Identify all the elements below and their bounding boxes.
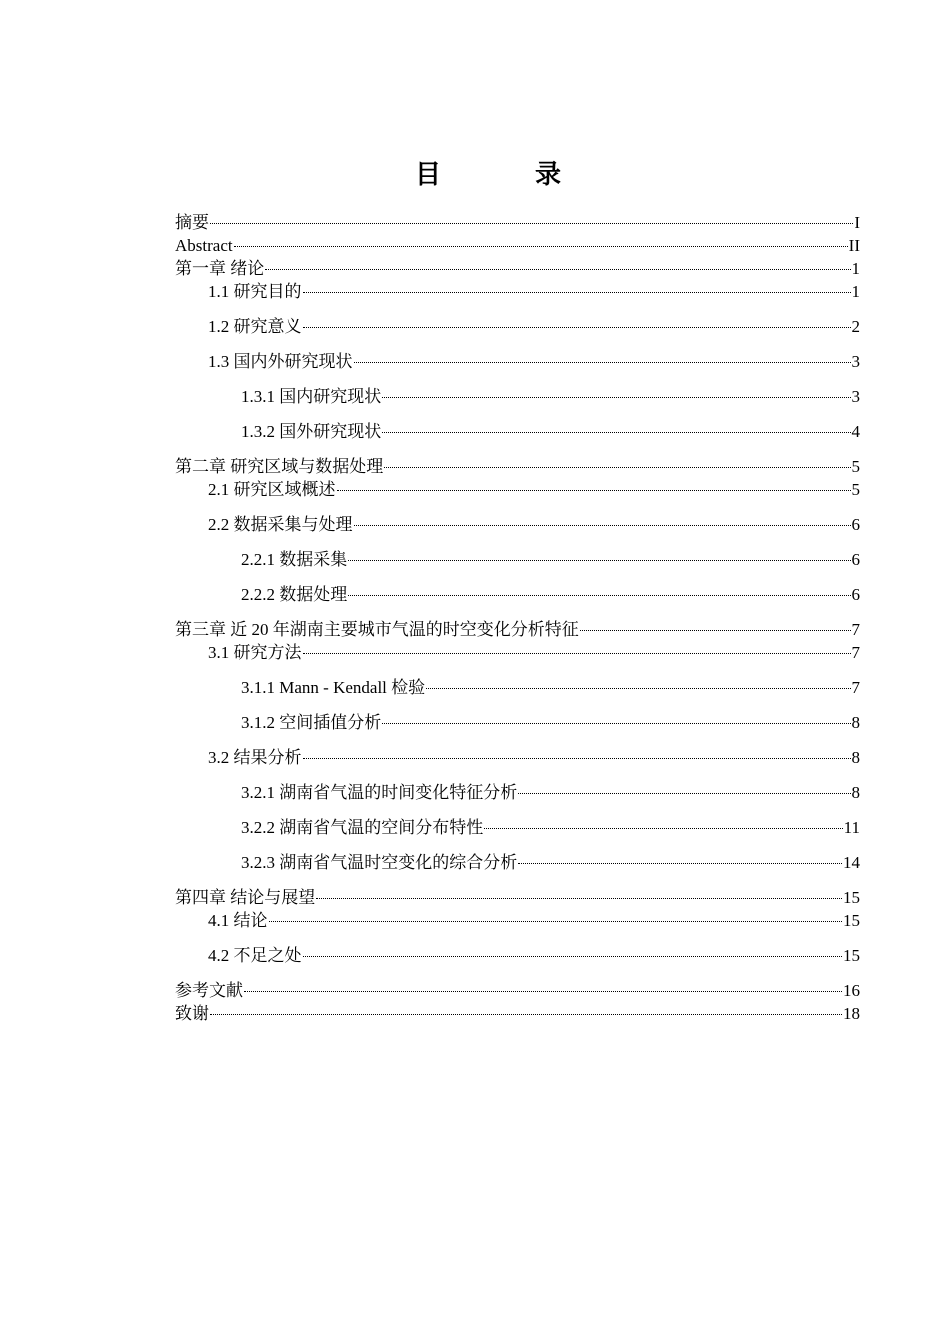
toc-entry-label: 1.3 国内外研究现状 [208, 352, 353, 371]
toc-entry[interactable] [175, 1002, 860, 1025]
toc-entry[interactable] [175, 478, 860, 501]
toc-entry[interactable] [175, 420, 860, 443]
toc-entry-label: 3.1 研究方法 [208, 643, 302, 662]
toc-dot-leader [354, 525, 851, 526]
toc-entry-page: I [854, 213, 860, 232]
toc-entry[interactable] [175, 851, 860, 874]
toc-entry-label: 第四章 结论与展望 [175, 888, 316, 907]
toc-entry[interactable] [175, 641, 860, 664]
toc-dot-leader [265, 269, 850, 270]
toc-entry-label: 4.1 结论 [208, 911, 268, 930]
toc-entry[interactable] [175, 257, 860, 280]
toc-entry[interactable] [175, 816, 860, 839]
toc-entry-label: 3.1.1 Mann - Kendall 检验 [241, 678, 426, 697]
toc-entry[interactable] [175, 781, 860, 804]
toc-dot-leader [382, 723, 850, 724]
toc-entry-page: 15 [843, 946, 860, 965]
toc-dot-leader [303, 653, 851, 654]
toc-entry-page: 4 [851, 422, 860, 441]
toc-dot-leader [348, 560, 850, 561]
toc-entry[interactable] [175, 455, 860, 478]
toc-entry-page: 8 [851, 748, 860, 767]
toc-dot-leader [303, 758, 851, 759]
toc-entry-page: 8 [851, 713, 860, 732]
toc-list [175, 211, 860, 1025]
toc-dot-leader [244, 991, 842, 992]
toc-entry[interactable] [175, 944, 860, 967]
toc-entry-page: 3 [851, 387, 860, 406]
toc-entry-page: II [848, 236, 860, 255]
toc-entry-label: 1.2 研究意义 [208, 317, 302, 336]
toc-dot-leader [337, 490, 851, 491]
toc-entry[interactable] [175, 979, 860, 1002]
toc-entry-label: 2.2.2 数据处理 [241, 585, 348, 604]
toc-entry-label: 3.2.3 湖南省气温时空变化的综合分析 [241, 853, 518, 872]
toc-entry-page: 15 [843, 911, 860, 930]
toc-dot-leader [303, 956, 843, 957]
toc-dot-leader [484, 828, 842, 829]
toc-entry-page: 7 [851, 620, 860, 639]
toc-entry-page: 5 [851, 457, 860, 476]
toc-dot-leader [210, 223, 853, 224]
toc-dot-leader [580, 630, 851, 631]
toc-entry-page: 15 [843, 888, 860, 907]
toc-entry-label: 致谢 [175, 1004, 209, 1023]
toc-entry-page: 7 [851, 678, 860, 697]
toc-entry-label: 1.1 研究目的 [208, 282, 302, 301]
toc-entry[interactable] [175, 548, 860, 571]
toc-entry-page: 6 [851, 585, 860, 604]
toc-entry[interactable] [175, 909, 860, 932]
toc-entry[interactable] [175, 618, 860, 641]
toc-entry-label: 第三章 近 20 年湖南主要城市气温的时空变化分析特征 [175, 620, 579, 639]
toc-entry-page: 3 [851, 352, 860, 371]
toc-entry-page: 7 [851, 643, 860, 662]
toc-entry-page: 2 [851, 317, 860, 336]
toc-entry-page: 6 [851, 515, 860, 534]
toc-entry-label: 3.2.2 湖南省气温的空间分布特性 [241, 818, 484, 837]
toc-entry[interactable] [175, 211, 860, 234]
toc-dot-leader [382, 397, 850, 398]
toc-entry[interactable] [175, 711, 860, 734]
toc-entry-page: 5 [851, 480, 860, 499]
toc-entry[interactable] [175, 350, 860, 373]
toc-title: 目 录 [414, 160, 595, 190]
toc-entry[interactable] [175, 746, 860, 769]
toc-entry-page: 18 [843, 1004, 860, 1023]
toc-entry-label: 2.1 研究区域概述 [208, 480, 336, 499]
toc-entry-label: 第二章 研究区域与数据处理 [175, 457, 384, 476]
toc-dot-leader [210, 1014, 842, 1015]
toc-dot-leader [348, 595, 850, 596]
toc-entry-page: 6 [851, 550, 860, 569]
toc-entry[interactable] [175, 886, 860, 909]
toc-entry-label: 4.2 不足之处 [208, 946, 302, 965]
toc-entry-page: 16 [843, 981, 860, 1000]
toc-entry-label: 摘要 [175, 213, 209, 232]
toc-dot-leader [354, 362, 851, 363]
toc-entry[interactable] [175, 676, 860, 699]
toc-dot-leader [426, 688, 850, 689]
toc-entry-label: 第一章 绪论 [175, 259, 265, 278]
toc-entry-page: 1 [851, 259, 860, 278]
toc-entry-label: 2.2.1 数据采集 [241, 550, 348, 569]
toc-entry-label: 参考文献 [175, 981, 243, 1000]
toc-entry[interactable] [175, 583, 860, 606]
toc-entry[interactable] [175, 315, 860, 338]
toc-entry[interactable] [175, 234, 860, 257]
toc-dot-leader [316, 898, 842, 899]
toc-entry-page: 8 [851, 783, 860, 802]
toc-entry-page: 1 [851, 282, 860, 301]
toc-entry[interactable] [175, 385, 860, 408]
toc-dot-leader [269, 921, 843, 922]
toc-dot-leader [518, 793, 850, 794]
toc-entry[interactable] [175, 280, 860, 303]
toc-dot-leader [384, 467, 850, 468]
toc-entry-page: 11 [843, 818, 860, 837]
toc-entry-label: 3.2.1 湖南省气温的时间变化特征分析 [241, 783, 518, 802]
toc-entry-label: 1.3.1 国内研究现状 [241, 387, 382, 406]
toc-dot-leader [518, 863, 842, 864]
toc-entry[interactable] [175, 513, 860, 536]
toc-entry-page: 14 [843, 853, 860, 872]
toc-dot-leader [382, 432, 850, 433]
toc-dot-leader [303, 292, 851, 293]
toc-dot-leader [234, 246, 848, 247]
toc-dot-leader [303, 327, 851, 328]
toc-entry-label: 3.2 结果分析 [208, 748, 302, 767]
toc-entry-label: 1.3.2 国外研究现状 [241, 422, 382, 441]
toc-entry-label: 3.1.2 空间插值分析 [241, 713, 382, 732]
toc-entry-label: Abstract [175, 236, 233, 255]
toc-entry-label: 2.2 数据采集与处理 [208, 515, 353, 534]
